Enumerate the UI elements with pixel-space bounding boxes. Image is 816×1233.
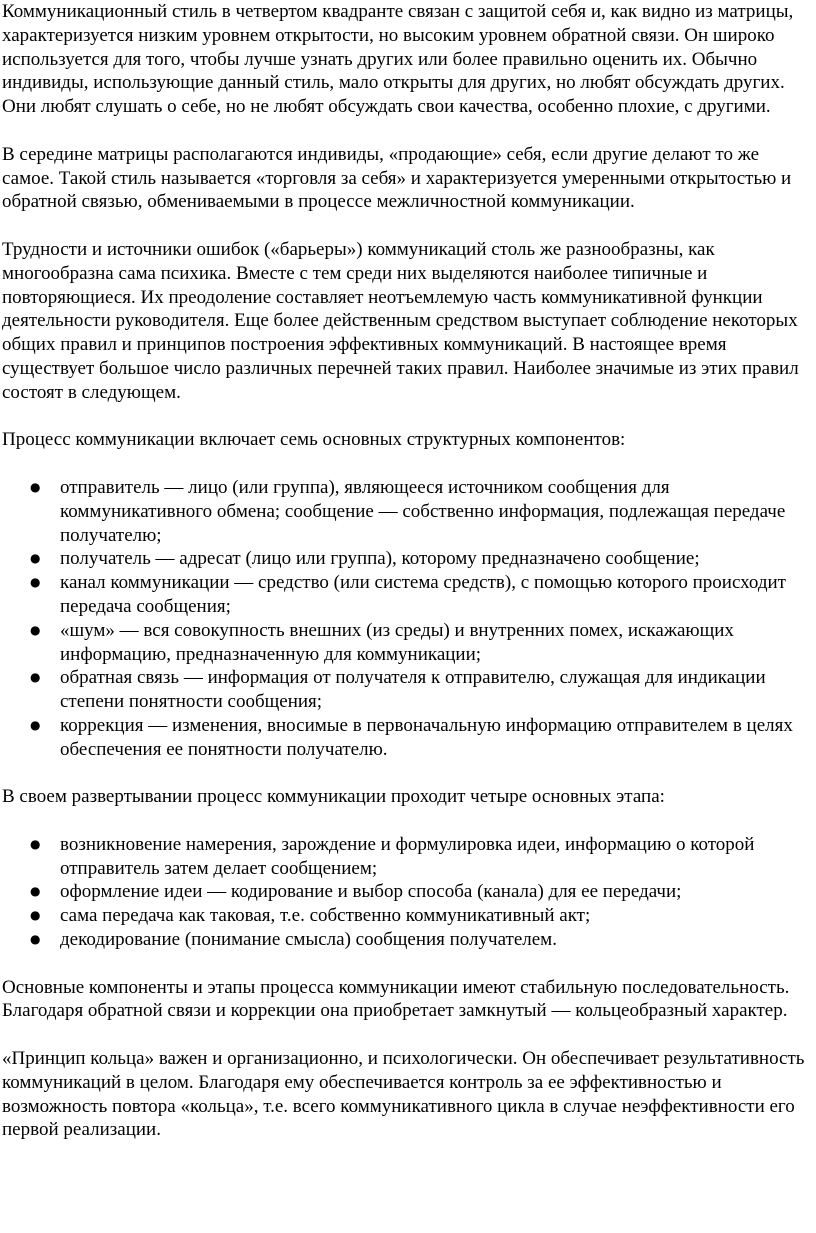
list-item-text: возникновение намерения, зарождение и формулировка идеи, информацию о которой отправитель затем делает сообщением; xyxy=(60,833,755,879)
bullet-icon: ● xyxy=(30,836,41,851)
list-item xyxy=(2,904,810,928)
stages-list xyxy=(2,833,810,952)
list-item-text: отправитель — лицо (или группа), являющееся источником сообщения для коммуникативного обмена; сообщение — собственно информация, подлежащая передаче получателю; xyxy=(60,476,786,546)
paragraph-communication-style-quadrant: Коммуникационный стиль в четвертом квадранте связан с защитой себя и, как видно из матрицы, характеризуется низким уровнем открытости, но высоким уровнем обратной связи. Он широко используется для того, чтобы лучше узнать других или более правильно оценить их. Обычно индивиды, использующие данный стиль, мало открыты для других, но любят обсуждать других. Они любят слушать о себе, но не любят обсуждать свои качества, особенно плохие, с другими. xyxy=(2,1,794,118)
paragraph-ring-principle: «Принцип кольца» важен и организационно, и психологически. Он обеспечивает результативность коммуникаций в целом. Благодаря ему обеспечивается контроль за ее эффективностью и возможность повтора «кольца», т.е. всего коммуникативного цикла в случае неэффективности его первой реализации. xyxy=(2,1048,805,1141)
list-item-text: оформление идеи — кодирование и выбор способа (канала) для ее передачи; xyxy=(60,881,682,903)
list-item xyxy=(2,547,810,571)
list-item-text: канал коммуникации — средство (или система средств), с помощью которого происходит передача сообщения; xyxy=(60,572,786,617)
list-item xyxy=(2,476,810,547)
list-item-text: обратная связь — информация от получателя к отправителю, служащая для индикации степени понятности сообщения; xyxy=(60,667,766,713)
bullet-icon: ● xyxy=(30,884,41,899)
paragraph-stages-intro: В своем развертывании процесс коммуникации проходит четыре основных этапа: xyxy=(2,786,665,808)
list-item-text: декодирование (понимание смысла) сообщения получателем. xyxy=(60,929,557,951)
list-item xyxy=(2,833,810,881)
list-item-text: получатель — адресат (лицо или группа), которому предназначено сообщение; xyxy=(60,548,700,570)
paragraph-sequence: Основные компоненты и этапы процесса коммуникации имеют стабильную последовательность. Благодаря обратной связи и коррекции она приобретает замкнутый — кольцеобразный характер. xyxy=(2,976,790,1022)
paragraph-barriers: Трудности и источники ошибок («барьеры») коммуникаций столь же разнообразны, как многообразна сама психика. Вместе с тем среди них выделяются наиболее типичные и повторяющиеся. Их преодоление составляет неотъемлемую часть коммуникативной функции деятельности руководителя. Еще более действенным средством выступает соблюдение некоторых общих правил и принципов построения эффективных коммуникаций. В настоящее время существует большое число различных перечней таких правил. Наиболее значимые из этих правил состоят в следующем. xyxy=(2,238,799,403)
paragraph-components-intro: Процесс коммуникации включает семь основных структурных компонентов: xyxy=(2,429,626,451)
bullet-icon: ● xyxy=(30,717,41,732)
list-item xyxy=(2,928,810,952)
list-item-text: сама передача как таковая, т.е. собственно коммуникативный акт; xyxy=(60,905,591,927)
bullet-icon: ● xyxy=(30,551,41,566)
bullet-icon: ● xyxy=(30,479,41,494)
list-item xyxy=(2,666,810,714)
bullet-icon: ● xyxy=(30,622,41,637)
list-item xyxy=(2,714,810,762)
list-item-text: коррекция — изменения, вносимые в первоначальную информацию отправителем в целях обеспечения ее понятности получателю. xyxy=(60,714,793,760)
list-item xyxy=(2,619,810,667)
bullet-icon: ● xyxy=(30,932,41,947)
bullet-icon: ● xyxy=(30,670,41,685)
paragraph-matrix-middle: В середине матрицы располагаются индивиды, «продающие» себя, если другие делают то же самое. Такой стиль называется «торговля за себя» и характеризуется умеренными открытостью и обратной связью, обмениваемыми в процессе межличностной коммуникации. xyxy=(2,143,792,213)
bullet-icon: ● xyxy=(30,575,41,590)
bullet-icon: ● xyxy=(30,908,41,923)
components-list xyxy=(2,476,810,762)
list-item xyxy=(2,571,810,619)
list-item xyxy=(2,880,810,904)
list-item-text: «шум» — вся совокупность внешних (из среды) и внутренних помех, искажающих информацию, предназначенную для коммуникации; xyxy=(60,619,734,665)
